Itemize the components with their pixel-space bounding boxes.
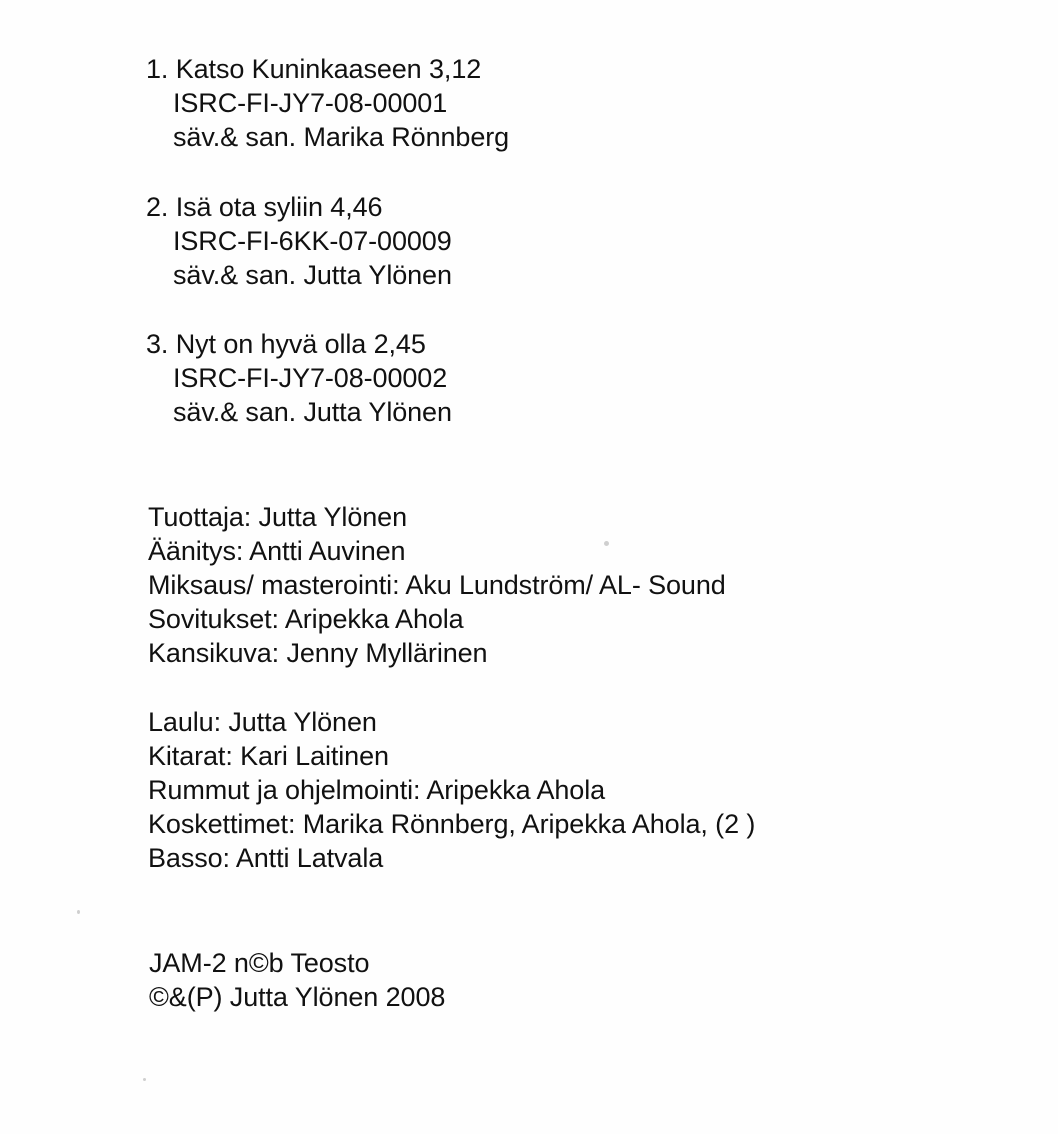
credit-line: Basso: Antti Latvala	[148, 843, 384, 873]
credit-line: Koskettimet: Marika Rönnberg, Aripekka Ahola, (2 )	[148, 809, 756, 839]
credit-line: Tuottaja: Jutta Ylönen	[148, 502, 407, 532]
credit-line: Kansikuva: Jenny Myllärinen	[148, 638, 488, 668]
credit-line: Rummut ja ohjelmointi: Aripekka Ahola	[148, 775, 606, 805]
credit-line: Miksaus/ masterointi: Aku Lundström/ AL- Sound	[148, 570, 726, 600]
scan-speck	[77, 910, 80, 914]
track-title: 2. Isä ota syliin 4,46	[146, 192, 383, 222]
credit-line: Laulu: Jutta Ylönen	[148, 707, 377, 737]
track-credit: säv.& san. Marika Rönnberg	[173, 122, 510, 152]
scan-speck	[143, 1078, 146, 1081]
track-title: 1. Katso Kuninkaaseen 3,12	[146, 54, 482, 84]
scan-speck	[604, 541, 609, 546]
credit-line: Kitarat: Kari Laitinen	[148, 741, 389, 771]
copyright-notice: ©&(P) Jutta Ylönen 2008	[149, 982, 446, 1012]
track-isrc: ISRC-FI-JY7-08-00001	[173, 88, 448, 118]
track-isrc: ISRC-FI-JY7-08-00002	[173, 363, 448, 393]
credit-line: Äänitys: Antti Auvinen	[148, 536, 406, 566]
track-credit: säv.& san. Jutta Ylönen	[173, 260, 452, 290]
track-credit: säv.& san. Jutta Ylönen	[173, 397, 452, 427]
catalog-number: JAM-2 n©b Teosto	[149, 948, 370, 978]
credit-line: Sovitukset: Aripekka Ahola	[148, 604, 464, 634]
track-isrc: ISRC-FI-6KK-07-00009	[173, 226, 452, 256]
track-title: 3. Nyt on hyvä olla 2,45	[146, 329, 426, 359]
